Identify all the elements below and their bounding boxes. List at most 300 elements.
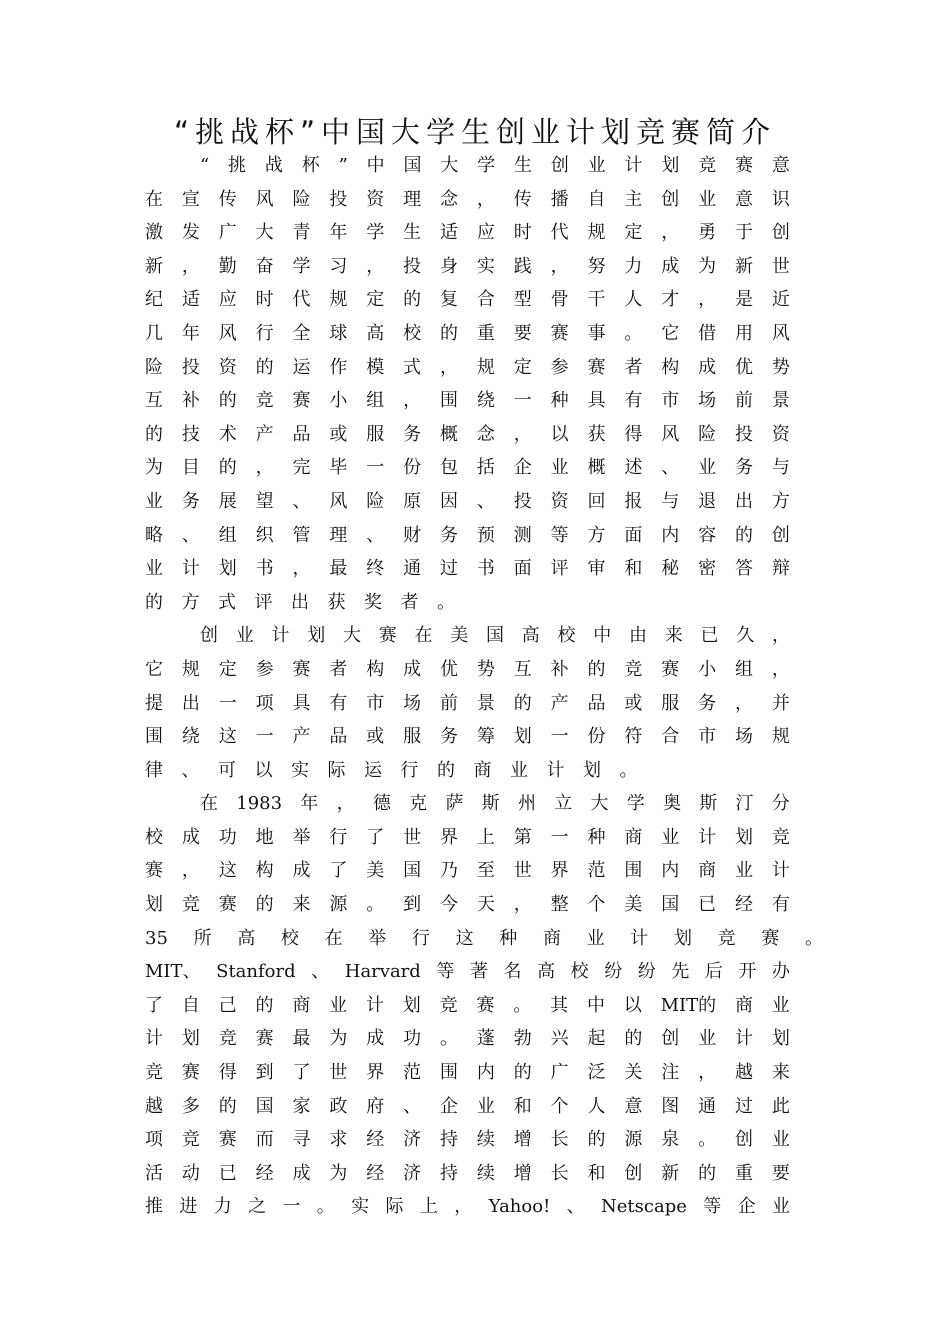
text-token: 增	[513, 1162, 532, 1184]
text-token: 略	[145, 524, 163, 546]
text-token: 到	[255, 1062, 274, 1084]
text-line	[145, 552, 790, 586]
text-token: 校	[570, 961, 589, 983]
text-line	[145, 1090, 790, 1124]
text-token: 赛	[145, 860, 163, 882]
text-token: 投	[403, 255, 422, 277]
text-line	[145, 1190, 790, 1224]
text-token: 计	[624, 155, 643, 176]
text-token: 的	[218, 1095, 237, 1117]
text-token: 事	[587, 322, 606, 344]
text-token: 模	[366, 356, 385, 378]
text-token: ，	[550, 255, 569, 277]
text-token: 书	[255, 558, 274, 580]
text-token: 赛	[292, 658, 311, 680]
text-token: 源	[329, 894, 348, 916]
text-token: 划	[402, 994, 421, 1016]
text-token: 于	[735, 222, 753, 244]
text-token: 因	[440, 490, 458, 512]
text-token: 校	[557, 625, 576, 647]
text-token: 资	[218, 356, 237, 378]
text-token: 身	[440, 255, 458, 277]
text-token: 合	[476, 289, 495, 311]
text-token: 年	[329, 222, 348, 244]
text-token: 几	[145, 322, 163, 344]
text-token: ，	[366, 255, 385, 277]
text-token: 整	[550, 894, 569, 916]
text-token: 创	[624, 1162, 643, 1184]
text-token: 己	[218, 994, 237, 1016]
text-token: 以	[623, 994, 642, 1016]
text-token: 赛	[218, 1129, 237, 1151]
text-token: 经	[735, 894, 753, 916]
text-token: 等	[550, 524, 569, 546]
text-token: 或	[624, 692, 643, 714]
text-line	[145, 821, 790, 855]
text-token: 毕	[329, 457, 348, 479]
text-token: 围	[145, 726, 163, 748]
text-token: 地	[255, 826, 274, 848]
text-token: 与	[771, 457, 790, 479]
text-token: 越	[145, 1095, 163, 1117]
text-token: 产	[255, 423, 274, 445]
text-line	[145, 922, 823, 956]
text-token: 、	[566, 1196, 585, 1218]
text-token: ，	[513, 894, 532, 916]
text-token: 克	[409, 793, 428, 815]
text-token: 赛	[550, 322, 569, 344]
text-token: 人	[587, 1095, 606, 1117]
text-line	[145, 418, 790, 452]
text-token: 的	[218, 390, 237, 412]
text-token: 世	[771, 255, 790, 277]
text-token: 播	[550, 188, 569, 210]
text-token: 、	[181, 524, 200, 546]
text-token: 补	[550, 658, 569, 680]
text-line	[145, 351, 790, 385]
text-token: 企	[513, 457, 532, 479]
text-token: 国	[486, 625, 504, 647]
text-token: 定	[513, 356, 532, 378]
text-token: 通	[698, 1095, 717, 1117]
text-token: 兴	[550, 1028, 569, 1050]
text-token: 第	[513, 826, 532, 848]
text-token: 斯	[699, 793, 718, 815]
text-token: 代	[292, 289, 311, 311]
text-token: 了	[292, 1062, 311, 1084]
text-token: 并	[771, 692, 790, 714]
text-token: 成	[292, 1162, 311, 1184]
text-line	[145, 485, 790, 519]
text-token: 商	[473, 759, 492, 781]
text-token: 运	[364, 759, 382, 781]
text-token: 在	[200, 793, 218, 815]
text-token: 划	[307, 625, 326, 647]
text-token: 广	[218, 222, 237, 244]
text-token: 美	[366, 860, 385, 882]
text-token: 容	[698, 524, 717, 546]
text-token: 高	[366, 322, 385, 344]
text-token: 投	[513, 490, 532, 512]
text-token: 一	[550, 726, 569, 748]
text-token: 划	[583, 759, 601, 781]
text-token: 内	[661, 524, 680, 546]
text-token: 实	[291, 759, 309, 781]
text-token: ，	[336, 793, 355, 815]
text-token: 作	[329, 356, 348, 378]
text-token: 风	[218, 322, 237, 344]
text-token: 业	[587, 155, 606, 176]
text-token: 球	[329, 322, 348, 344]
text-token: 适	[181, 289, 200, 311]
text-token: 投	[735, 423, 753, 445]
text-token: 后	[704, 961, 723, 983]
text-token: 自	[181, 994, 200, 1016]
text-token: 等	[436, 961, 455, 983]
text-token: 践	[513, 255, 532, 277]
text-token: 审	[587, 558, 606, 580]
text-token: 回	[587, 490, 606, 512]
text-token: 市	[698, 726, 717, 748]
text-token: 服	[403, 726, 422, 748]
text-token: ，	[440, 356, 458, 378]
text-token: 、	[366, 524, 385, 546]
text-token: 景	[771, 390, 790, 412]
text-token: 今	[440, 894, 458, 916]
text-token: 组	[218, 524, 237, 546]
text-line	[145, 619, 790, 653]
text-token: 所	[193, 927, 212, 949]
text-token: 业	[698, 188, 717, 210]
text-token: 勇	[698, 222, 717, 244]
text-token: 州	[517, 793, 536, 815]
text-token: 务	[440, 726, 458, 748]
text-token: 世	[329, 1062, 348, 1084]
text-line	[145, 250, 790, 284]
text-line	[145, 854, 790, 888]
text-token: 高	[237, 927, 256, 949]
text-token: 具	[587, 390, 606, 412]
text-token: 力	[624, 255, 643, 277]
text-token: 识	[771, 188, 790, 210]
text-token: 场	[698, 390, 717, 412]
text-token: 起	[587, 1028, 606, 1050]
text-token: ，	[476, 188, 495, 210]
text-token: 意	[771, 155, 790, 176]
text-token: 为	[329, 1162, 348, 1184]
text-token: 秘	[661, 558, 680, 580]
text-token: 方	[587, 524, 606, 546]
text-token: 可	[218, 759, 236, 781]
text-token: 的	[145, 423, 163, 445]
text-token: 国	[255, 1095, 274, 1117]
text-line	[145, 317, 790, 351]
text-token: 风	[661, 423, 680, 445]
text-line	[145, 451, 790, 485]
text-token: 有	[329, 692, 348, 714]
text-token: 划	[661, 155, 680, 176]
text-token: 出	[291, 591, 309, 613]
text-token: 和	[513, 1095, 532, 1117]
text-token: 势	[476, 658, 495, 680]
text-token: 划	[771, 1028, 790, 1050]
text-token: 举	[368, 927, 387, 949]
text-token: 济	[403, 1129, 422, 1151]
text-token: 的	[624, 1028, 643, 1050]
text-token: 久	[736, 625, 755, 647]
text-token: 新	[735, 255, 753, 277]
text-token: 实	[351, 1196, 370, 1218]
text-token: 竞	[218, 1028, 237, 1050]
text-token: 传	[513, 188, 532, 210]
text-token: 服	[661, 692, 680, 714]
text-token: 划	[735, 826, 753, 848]
text-token: 界	[366, 1062, 385, 1084]
text-token: 赛	[661, 658, 680, 680]
text-line	[145, 216, 790, 250]
text-token: 有	[624, 390, 643, 412]
text-token: 。	[513, 994, 532, 1016]
text-token: 激	[145, 222, 163, 244]
text-token: 注	[661, 1062, 680, 1084]
text-token: 近	[771, 289, 790, 311]
text-token: 定	[218, 658, 237, 680]
text-token: 的	[145, 591, 163, 613]
text-token: 创	[200, 625, 218, 647]
text-token: 测	[513, 524, 532, 546]
text-token: 寻	[292, 1129, 311, 1151]
text-token: 意	[624, 1095, 643, 1117]
text-token: 述	[624, 457, 643, 479]
text-token: 学	[626, 793, 645, 815]
text-token: 业	[476, 1095, 495, 1117]
text-token: ，	[403, 390, 422, 412]
text-token: 获	[587, 423, 606, 445]
text-token: 持	[440, 1162, 458, 1184]
text-token: 新	[145, 255, 163, 277]
text-token: 规	[329, 289, 348, 311]
text-token: 经	[366, 1129, 385, 1151]
text-token: 险	[145, 356, 163, 378]
text-token: 型	[513, 289, 532, 311]
text-token: 优	[735, 356, 753, 378]
text-token: 创	[735, 1129, 753, 1151]
text-token: 奥	[663, 793, 681, 815]
text-token: 由	[629, 625, 647, 647]
text-token: 景	[476, 692, 495, 714]
text-token: 具	[292, 692, 311, 714]
text-token: 自	[587, 188, 606, 210]
text-token: 或	[366, 726, 385, 748]
text-token: ，	[771, 658, 790, 680]
text-token: 规	[771, 726, 790, 748]
text-token: 上	[419, 1196, 438, 1218]
text-token: 适	[440, 222, 458, 244]
text-token: 这	[218, 726, 237, 748]
text-token: 竞	[439, 994, 458, 1016]
text-token: 竞	[771, 826, 790, 848]
text-token: 业	[661, 826, 680, 848]
text-token: 新	[661, 1162, 680, 1184]
text-token: 计	[365, 994, 384, 1016]
text-token: 赛	[761, 927, 780, 949]
text-token: 参	[255, 658, 274, 680]
text-token: MIT的	[660, 994, 717, 1016]
text-token: 来	[292, 894, 311, 916]
text-token: 奖	[364, 591, 382, 613]
text-token: 图	[661, 1095, 680, 1117]
text-token: Yahoo!	[488, 1196, 551, 1218]
text-token: 、	[181, 759, 200, 781]
text-token: 品	[292, 423, 311, 445]
text-token: 计	[630, 927, 649, 949]
text-token: 广	[550, 1062, 569, 1084]
text-token: 竞	[145, 1062, 163, 1084]
text-token: 互	[513, 658, 532, 680]
text-token: 商	[734, 994, 753, 1016]
text-token: 方	[771, 490, 790, 512]
text-token: 律	[145, 759, 163, 781]
text-token: 书	[476, 558, 495, 580]
text-token: ”	[338, 155, 348, 176]
text-token: 成	[661, 255, 680, 277]
text-token: 的	[587, 658, 606, 680]
text-token: 其	[550, 994, 569, 1016]
text-token: 务	[440, 524, 458, 546]
text-token: 国	[403, 155, 422, 176]
text-token: 借	[698, 322, 717, 344]
text-token: 资	[771, 423, 790, 445]
text-token: 展	[218, 490, 237, 512]
text-token: 原	[403, 490, 422, 512]
text-token: 企	[737, 1196, 756, 1218]
text-token: 管	[292, 524, 311, 546]
text-token: 之	[248, 1196, 267, 1218]
text-token: 大	[255, 222, 274, 244]
text-token: 竞	[181, 894, 200, 916]
text-token: 复	[440, 289, 458, 311]
text-token: 的	[735, 524, 753, 546]
text-token: 高	[521, 625, 540, 647]
text-token: 计	[145, 1028, 163, 1050]
text-token: 推	[145, 1196, 163, 1218]
text-token: 传	[218, 188, 237, 210]
text-token: 泛	[587, 1062, 606, 1084]
text-token: 应	[476, 222, 495, 244]
text-token: 活	[145, 1162, 163, 1184]
text-token: 了	[329, 860, 348, 882]
text-token: 个	[550, 1095, 569, 1117]
text-token: 。	[316, 1196, 335, 1218]
text-token: 构	[366, 658, 385, 680]
text-token: 创	[771, 222, 790, 244]
text-token: 已	[700, 625, 719, 647]
text-token: 品	[587, 692, 606, 714]
text-token: 挑	[228, 155, 247, 176]
text-token: 风	[329, 490, 348, 512]
text-token: 行	[411, 927, 430, 949]
text-token: 计	[271, 625, 290, 647]
text-token: 大	[590, 793, 609, 815]
text-token: 界	[550, 860, 569, 882]
text-token: 而	[255, 1129, 274, 1151]
text-token: 为	[329, 1028, 348, 1050]
text-token: 天	[476, 894, 495, 916]
text-token: 计	[181, 558, 200, 580]
text-token: 获	[327, 591, 346, 613]
text-token: 险	[366, 490, 385, 512]
text-token: 主	[624, 188, 643, 210]
text-token: 投	[181, 356, 200, 378]
text-token: ，	[698, 289, 717, 311]
text-token: 一	[366, 457, 385, 479]
text-token: 成	[292, 860, 311, 882]
text-token: 一	[282, 1196, 301, 1218]
text-token: 要	[771, 1162, 790, 1184]
text-token: 。	[624, 322, 643, 344]
text-token: 等	[703, 1196, 722, 1218]
text-token: 业	[771, 1129, 790, 1151]
text-token: 。	[440, 1028, 458, 1050]
text-token: 生	[514, 155, 532, 176]
text-token: 在	[145, 188, 163, 210]
text-token: 著	[469, 961, 488, 983]
text-token: 进	[179, 1196, 198, 1218]
text-token: 中	[366, 155, 385, 176]
text-token: ，	[255, 457, 274, 479]
text-token: 产	[292, 726, 311, 748]
text-token: 分	[771, 793, 790, 815]
text-token: 者	[400, 591, 419, 613]
text-token: 风	[255, 188, 274, 210]
text-token: 这	[218, 860, 237, 882]
text-token: 赛	[735, 155, 754, 176]
text-token: 此	[771, 1095, 790, 1117]
text-token: 创	[550, 155, 569, 176]
text-token: 小	[698, 658, 717, 680]
text-token: 时	[255, 289, 274, 311]
text-token: 方	[181, 591, 200, 613]
text-token: 中	[586, 994, 605, 1016]
text-token: 骨	[550, 289, 569, 311]
text-token: ，	[454, 1196, 473, 1218]
text-token: 报	[624, 490, 643, 512]
text-token: 世	[513, 860, 532, 882]
text-token: 划	[145, 894, 163, 916]
text-token: 赛	[587, 356, 606, 378]
text-token: 了	[366, 826, 385, 848]
text-token: 创	[661, 188, 680, 210]
text-token: 校	[145, 826, 163, 848]
text-line	[145, 653, 790, 687]
text-token: 括	[476, 457, 495, 479]
text-token: 场	[403, 692, 422, 714]
text-token: 。	[698, 1129, 717, 1151]
text-token: 规	[587, 222, 606, 244]
text-token: 要	[513, 322, 532, 344]
text-token: 名	[503, 961, 522, 983]
text-token: 世	[403, 826, 422, 848]
text-token: 上	[476, 826, 495, 848]
text-token: 经	[366, 1162, 385, 1184]
text-token: 勤	[218, 255, 237, 277]
text-token: 习	[329, 255, 348, 277]
text-token: ，	[661, 222, 680, 244]
text-token: 划	[513, 726, 532, 748]
text-token: 优	[440, 658, 458, 680]
text-token: 规	[476, 356, 495, 378]
text-token: 校	[403, 322, 422, 344]
